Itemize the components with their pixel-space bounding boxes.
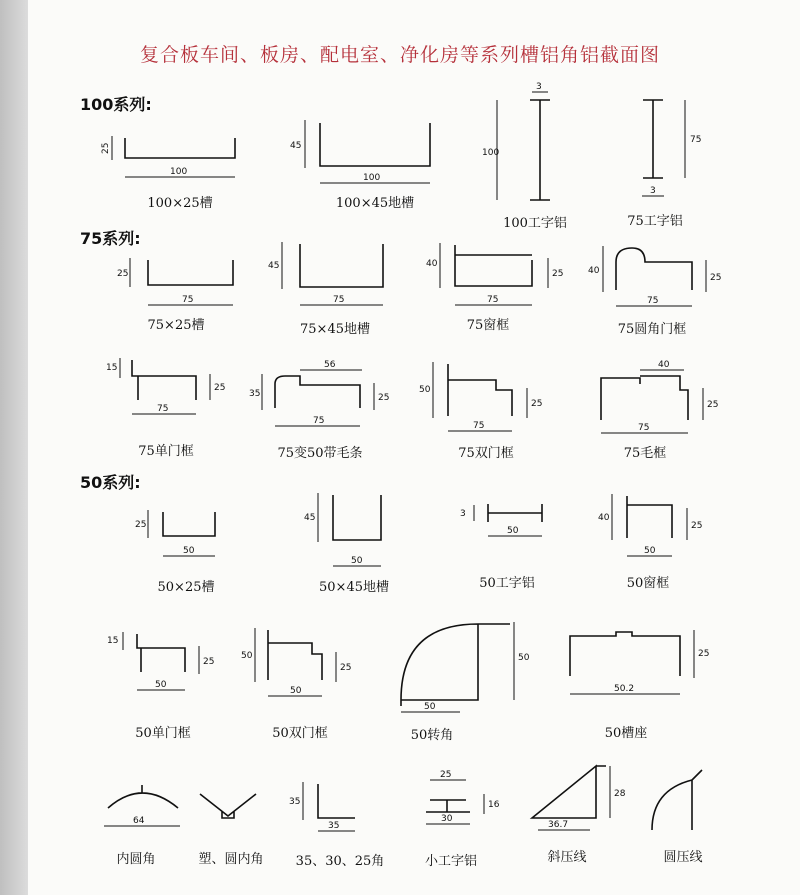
dim-75brush-w: 75 [313, 416, 325, 426]
dim-100x45-w: 100 [363, 173, 381, 183]
dim-angle-h: 35 [289, 797, 301, 807]
caption-75round: 75圆角门框 [617, 322, 687, 337]
caption-75brush: 75变50带毛条 [277, 446, 363, 461]
dim-75win-w: 75 [487, 295, 499, 305]
dim-75i-h: 75 [690, 135, 702, 145]
page-title: 复合板车间、板房、配电室、净化房等系列槽铝角铝截面图 [139, 44, 660, 66]
profile-100x45-drawing [290, 120, 430, 183]
dim-50x25-h: 25 [135, 520, 147, 530]
profile-75hair-drawing [601, 360, 718, 433]
dim-75hair-top: 40 [658, 360, 670, 370]
dim-100x25-w: 100 [170, 167, 188, 177]
caption-50x25: 50×25槽 [157, 580, 215, 595]
profile-50win-drawing [598, 494, 702, 556]
caption-small-i: 小工字铝 [424, 854, 478, 869]
dim-75x45-h: 45 [268, 261, 280, 271]
dim-75double-h2: 25 [531, 399, 543, 409]
profile-angle-drawing [289, 782, 355, 831]
dim-75single-h1: 15 [106, 363, 118, 373]
dim-75x25-h: 25 [117, 269, 129, 279]
dim-75x45-w: 75 [333, 295, 345, 305]
dim-50single-h2: 25 [203, 657, 215, 667]
dim-50win-h2: 25 [691, 521, 703, 531]
dim-100x45-h: 45 [290, 141, 302, 151]
caption-75win: 75窗框 [466, 318, 510, 333]
profile-50single-drawing [107, 632, 214, 690]
dim-75single-w: 75 [157, 404, 169, 414]
dim-50single-h1: 15 [107, 636, 119, 646]
caption-50seat: 50槽座 [604, 726, 648, 741]
series-100-label: 100系列: [80, 95, 152, 114]
dim-75single-h2: 25 [214, 383, 226, 393]
dim-75hair-w: 75 [638, 423, 650, 433]
dim-50seat-w: 50.2 [614, 684, 635, 694]
dim-50double-h2: 25 [340, 663, 352, 673]
caption-100x45: 100×45地槽 [335, 196, 415, 211]
profile-75i-drawing [642, 100, 701, 196]
profile-75round-drawing [588, 246, 721, 306]
dim-50win-w: 50 [644, 546, 656, 556]
caption-50win: 50窗框 [626, 576, 670, 591]
profile-50i-drawing [460, 504, 542, 536]
profile-50x25-drawing [135, 510, 215, 556]
profile-75brush-drawing [249, 360, 389, 426]
caption-75x25: 75×25槽 [147, 318, 205, 333]
dim-small-i-bottom: 30 [441, 814, 453, 824]
dim-50i-h: 3 [460, 509, 466, 519]
caption-75double: 75双门框 [458, 446, 514, 461]
dim-100i-w: 3 [536, 82, 542, 92]
dim-75win-h2: 25 [552, 269, 564, 279]
dim-75hair-h2: 25 [707, 400, 719, 410]
dim-50double-h1: 50 [241, 651, 253, 661]
profile-slant-drawing [532, 766, 626, 830]
profile-75x25-drawing [117, 258, 233, 305]
dim-75round-w: 75 [647, 296, 659, 306]
dim-50x45-h: 45 [304, 513, 316, 523]
profile-75win-drawing [426, 243, 563, 305]
profile-100x25-drawing [101, 136, 235, 177]
caption-75x45: 75×45地槽 [300, 322, 370, 337]
dim-small-i-top: 25 [440, 770, 452, 780]
dim-50x25-w: 50 [183, 546, 195, 556]
profile-plastic-inner-drawing [200, 794, 256, 818]
dim-75brush-h2: 25 [378, 393, 390, 403]
dim-small-i-h: 16 [488, 800, 500, 810]
dim-75x25-w: 75 [182, 295, 194, 305]
caption-50single: 50单门框 [135, 726, 191, 741]
caption-50x45: 50×45地槽 [319, 580, 389, 595]
dim-75win-h1: 40 [426, 259, 438, 269]
profile-75single-drawing [106, 358, 225, 414]
profile-75x45-drawing [268, 242, 383, 305]
caption-plastic-inner: 塑、圆内角 [198, 852, 264, 867]
dim-75brush-h1: 35 [249, 389, 261, 399]
profile-50x45-drawing [304, 493, 381, 566]
caption-round-press: 圆压线 [663, 850, 703, 865]
caption-slant: 斜压线 [547, 850, 587, 865]
profile-50corner-drawing [401, 622, 530, 712]
caption-75i: 75工字铝 [627, 214, 683, 229]
profile-round-press-drawing [652, 770, 702, 830]
profile-100i-drawing [482, 82, 550, 200]
dim-50i-w: 50 [507, 526, 519, 536]
dim-75double-h1: 50 [419, 385, 431, 395]
dim-100x25-h: 25 [101, 142, 111, 154]
dim-75round-h2: 25 [710, 273, 722, 283]
dim-round-inner-w: 64 [133, 816, 145, 826]
caption-100x25: 100×25槽 [147, 196, 213, 211]
dim-50win-h1: 40 [598, 513, 610, 523]
dim-50seat-h: 25 [698, 649, 710, 659]
caption-50corner: 50转角 [410, 728, 454, 743]
profile-50seat-drawing [570, 630, 709, 694]
profile-50double-drawing [241, 628, 351, 696]
dim-angle-w: 35 [328, 821, 340, 831]
dim-50double-w: 50 [290, 686, 302, 696]
dim-50corner-h: 50 [518, 653, 530, 663]
caption-50i: 50工字铝 [479, 576, 535, 591]
profile-small-i-drawing [426, 770, 500, 824]
dim-50corner-w: 50 [424, 702, 436, 712]
dim-slant-h: 28 [614, 789, 626, 799]
caption-75single: 75单门框 [138, 444, 194, 459]
dim-100i-h: 100 [482, 148, 500, 158]
dim-75round-h1: 40 [588, 266, 600, 276]
dim-75double-w: 75 [473, 421, 485, 431]
dim-75i-w: 3 [650, 186, 656, 196]
caption-round-inner: 内圆角 [116, 852, 156, 867]
dim-50single-w: 50 [155, 680, 167, 690]
series-75-label: 75系列: [80, 229, 141, 248]
dim-50x45-w: 50 [351, 556, 363, 566]
caption-50double: 50双门框 [272, 726, 328, 741]
series-50-label: 50系列: [80, 473, 141, 492]
dim-slant-w: 36.7 [548, 820, 569, 830]
caption-100i: 100工字铝 [503, 216, 567, 231]
caption-75hair: 75毛框 [623, 446, 667, 461]
profile-75double-drawing [419, 362, 542, 431]
profile-round-inner-drawing [104, 785, 180, 826]
caption-angle: 35、30、25角 [295, 854, 385, 869]
dim-75brush-top: 56 [324, 360, 336, 370]
